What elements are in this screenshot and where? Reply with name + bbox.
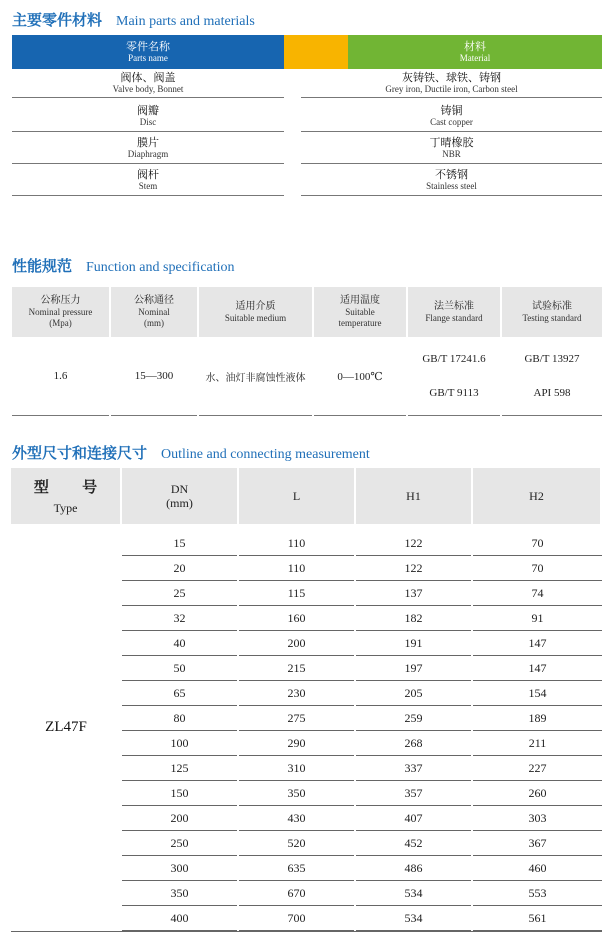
dims-header-type — [11, 468, 120, 524]
spec-header-medium-zh: 适用介质 — [235, 300, 276, 312]
dims-cell-dn: 32 — [122, 606, 237, 631]
material-header-zh: 材料 — [464, 40, 486, 53]
parts-title-zh: 主要零件材料 — [12, 11, 103, 29]
table-row — [122, 531, 602, 556]
spec-value-medium — [199, 337, 312, 416]
dims-cell-l: 350 — [239, 781, 354, 806]
dims-cell-h2: 74 — [473, 581, 602, 606]
dims-cell-h1: 534 — [356, 906, 471, 931]
spec-header-testing — [502, 287, 602, 337]
table-row — [122, 906, 602, 931]
dims-cell-h1: 407 — [356, 806, 471, 831]
dims-header-dn — [122, 468, 237, 524]
dims-cell-h1: 534 — [356, 881, 471, 906]
dims-cell-h1: 337 — [356, 756, 471, 781]
spec-value-pressure — [12, 337, 109, 416]
spec-value-flange — [408, 337, 500, 416]
spec-header-diameter-zh: 公称通径 — [134, 295, 174, 306]
dims-header-dn-label: DN — [170, 482, 189, 496]
spec-header-temperature-zh: 适用温度 — [340, 295, 380, 306]
dims-cell-l: 110 — [239, 556, 354, 581]
spec-header-medium — [199, 287, 312, 337]
spec-medium-text: 水、油灯非腐蚀性液体 — [205, 372, 306, 384]
part-name-cell — [12, 165, 284, 196]
dims-cell-h2: 147 — [473, 631, 602, 656]
material-header — [348, 35, 602, 69]
dims-cell-h2: 154 — [473, 681, 602, 706]
part-name-en: Valve body, Bonnet — [112, 84, 184, 94]
dims-cell-h1: 268 — [356, 731, 471, 756]
spec-value-temperature — [314, 337, 406, 416]
dims-cell-dn: 20 — [122, 556, 237, 581]
parts-name-header-zh: 零件名称 — [126, 40, 170, 53]
dims-header-h1-label: H1 — [406, 489, 421, 503]
table-row — [122, 581, 602, 606]
dims-cell-h1: 122 — [356, 531, 471, 556]
dims-cell-l: 115 — [239, 581, 354, 606]
dims-cell-dn: 350 — [122, 881, 237, 906]
spec-header-flange — [408, 287, 500, 337]
parts-row — [12, 69, 602, 101]
header-accent-block — [284, 35, 348, 69]
spec-header-temperature-en2: temperature — [338, 318, 382, 328]
dims-cell-l: 160 — [239, 606, 354, 631]
dims-cell-dn: 400 — [122, 906, 237, 931]
dims-cell-dn: 250 — [122, 831, 237, 856]
dims-header-h2-label: H2 — [529, 489, 544, 503]
dims-cell-l: 670 — [239, 881, 354, 906]
table-row — [122, 756, 602, 781]
dims-cell-l: 430 — [239, 806, 354, 831]
dims-cell-dn: 15 — [122, 531, 237, 556]
dims-cell-l: 275 — [239, 706, 354, 731]
dims-cell-h1: 191 — [356, 631, 471, 656]
dims-title-en: Outline and connecting measurement — [161, 447, 370, 462]
material-zh: 铸铜 — [440, 104, 463, 117]
dims-cell-h1: 486 — [356, 856, 471, 881]
spec-header-temperature — [314, 287, 406, 337]
spec-header-flange-zh: 法兰标准 — [434, 300, 474, 312]
dims-table — [11, 468, 602, 930]
spec-flange-1: GB/T 17241.6 — [422, 353, 486, 365]
material-cell — [301, 133, 602, 164]
spec-temperature-text: 0—100℃ — [337, 370, 383, 383]
dims-table-header — [11, 468, 602, 524]
table-row — [122, 681, 602, 706]
dims-header-dn-unit: (mm) — [166, 496, 193, 510]
material-header-en: Material — [459, 53, 491, 63]
spec-header-pressure-unit: (Mpa) — [49, 318, 72, 328]
spec-header-temperature-en: Suitable — [345, 307, 375, 317]
parts-name-header-en: Parts name — [128, 53, 168, 63]
material-cell — [301, 69, 602, 98]
spec-flange-2: GB/T 9113 — [429, 387, 479, 399]
dims-cell-h1: 137 — [356, 581, 471, 606]
dims-cell-l: 290 — [239, 731, 354, 756]
dims-cell-dn: 50 — [122, 656, 237, 681]
table-row — [122, 631, 602, 656]
part-name-cell — [12, 69, 284, 98]
spec-testing-1: GB/T 13927 — [524, 353, 580, 365]
dims-cell-l: 215 — [239, 656, 354, 681]
material-zh: 不锈钢 — [435, 168, 468, 181]
spec-header-diameter-en: Nominal — [138, 307, 170, 317]
parts-table-header — [12, 35, 602, 69]
dims-cell-l: 110 — [239, 531, 354, 556]
dims-cell-dn: 40 — [122, 631, 237, 656]
dims-cell-l: 635 — [239, 856, 354, 881]
parts-row — [12, 165, 602, 197]
dims-title-zh: 外型尺寸和连接尺寸 — [12, 444, 148, 462]
part-name-cell — [12, 101, 284, 132]
material-cell — [301, 101, 602, 132]
material-zh: 灰铸铁、球铁、铸钢 — [402, 71, 501, 84]
spec-value-testing — [502, 337, 602, 416]
dims-header-type-en: Type — [53, 501, 78, 515]
dims-cell-h2: 553 — [473, 881, 602, 906]
spec-header-pressure — [12, 287, 109, 337]
parts-rows — [12, 69, 602, 197]
model-name: ZL47F — [45, 718, 87, 735]
dims-table-body — [11, 524, 602, 930]
spec-header-pressure-zh: 公称压力 — [40, 295, 81, 306]
dims-cell-h1: 197 — [356, 656, 471, 681]
dims-cell-h2: 303 — [473, 806, 602, 831]
spec-header-medium-en: Suitable medium — [224, 312, 287, 323]
table-row — [122, 556, 602, 581]
part-name-en: Disc — [139, 117, 157, 127]
dims-cell-h1: 259 — [356, 706, 471, 731]
dims-cell-dn: 25 — [122, 581, 237, 606]
table-row — [122, 656, 602, 681]
material-en: Cast copper — [430, 117, 473, 127]
dims-header-type-zh: 型 号 — [33, 478, 112, 496]
dims-cell-h1: 182 — [356, 606, 471, 631]
spec-testing-2: API 598 — [533, 387, 571, 399]
spec-pressure-text: 1.6 — [53, 370, 68, 382]
part-name-zh: 阀体、阀盖 — [120, 71, 176, 84]
dims-cell-dn: 65 — [122, 681, 237, 706]
dims-cell-h2: 70 — [473, 556, 602, 581]
material-cell — [301, 165, 602, 196]
bottom-rule — [11, 931, 602, 932]
dims-cell-h2: 70 — [473, 531, 602, 556]
spec-diameter-text: 15—300 — [134, 370, 174, 382]
dims-cell-h1: 357 — [356, 781, 471, 806]
dims-cell-h1: 122 — [356, 556, 471, 581]
table-row — [122, 856, 602, 881]
parts-row — [12, 133, 602, 165]
dims-cell-h2: 367 — [473, 831, 602, 856]
part-name-zh: 阀瓣 — [137, 104, 159, 117]
dims-cell-dn: 300 — [122, 856, 237, 881]
part-name-zh: 阀杆 — [137, 168, 159, 181]
spec-title-zh: 性能规范 — [12, 257, 73, 275]
spec-table — [12, 287, 602, 416]
spec-section-title — [12, 255, 235, 276]
parts-title-en: Main parts and materials — [116, 14, 255, 29]
table-row — [122, 781, 602, 806]
material-en: Stainless steel — [426, 181, 477, 191]
material-en: NBR — [442, 149, 461, 159]
dims-header-l-label: L — [292, 489, 301, 503]
table-row — [122, 606, 602, 631]
parts-name-header — [12, 35, 284, 69]
part-name-en: Stem — [138, 181, 158, 191]
table-row — [122, 806, 602, 831]
dims-cell-l: 700 — [239, 906, 354, 931]
dims-cell-h1: 452 — [356, 831, 471, 856]
dims-cell-dn: 80 — [122, 706, 237, 731]
dims-cell-h2: 91 — [473, 606, 602, 631]
dims-cell-dn: 125 — [122, 756, 237, 781]
dims-cell-h2: 227 — [473, 756, 602, 781]
dims-cell-l: 200 — [239, 631, 354, 656]
dims-cell-dn: 150 — [122, 781, 237, 806]
table-row — [122, 881, 602, 906]
spec-header-testing-zh: 试验标准 — [532, 300, 572, 312]
dims-header-h1 — [356, 468, 471, 524]
dims-cell-h2: 260 — [473, 781, 602, 806]
dims-cell-h2: 561 — [473, 906, 602, 931]
dims-cell-l: 310 — [239, 756, 354, 781]
dims-cell-h1: 205 — [356, 681, 471, 706]
spec-table-header — [12, 287, 602, 337]
dims-section-title — [12, 442, 370, 463]
spec-header-testing-en: Testing standard — [522, 312, 582, 323]
material-zh: 丁晴橡胶 — [429, 136, 474, 149]
dims-cell-dn: 200 — [122, 806, 237, 831]
dims-cell-h2: 189 — [473, 706, 602, 731]
dims-cell-l: 230 — [239, 681, 354, 706]
part-name-en: Diaphragm — [127, 149, 169, 159]
dims-cell-h2: 460 — [473, 856, 602, 881]
dims-cell-dn: 100 — [122, 731, 237, 756]
spec-header-diameter — [111, 287, 197, 337]
spec-header-pressure-en: Nominal pressure — [28, 307, 93, 317]
parts-table — [12, 35, 602, 197]
part-name-zh: 膜片 — [137, 136, 159, 149]
spec-header-flange-en: Flange standard — [425, 312, 483, 323]
spec-title-en: Function and specification — [86, 260, 235, 275]
spec-header-diameter-unit: (mm) — [144, 318, 164, 328]
spec-table-body — [12, 337, 602, 416]
part-name-cell — [12, 133, 284, 164]
table-row — [122, 731, 602, 756]
parts-row — [12, 101, 602, 133]
material-en: Grey iron, Ductile iron, Carbon steel — [385, 84, 518, 94]
dims-header-h2 — [473, 468, 600, 524]
parts-section-title — [12, 9, 255, 30]
dims-header-l — [239, 468, 354, 524]
table-row — [122, 706, 602, 731]
table-row — [122, 831, 602, 856]
spec-value-diameter — [111, 337, 197, 416]
dims-cell-h2: 147 — [473, 656, 602, 681]
dims-cell-l: 520 — [239, 831, 354, 856]
dims-cell-h2: 211 — [473, 731, 602, 756]
